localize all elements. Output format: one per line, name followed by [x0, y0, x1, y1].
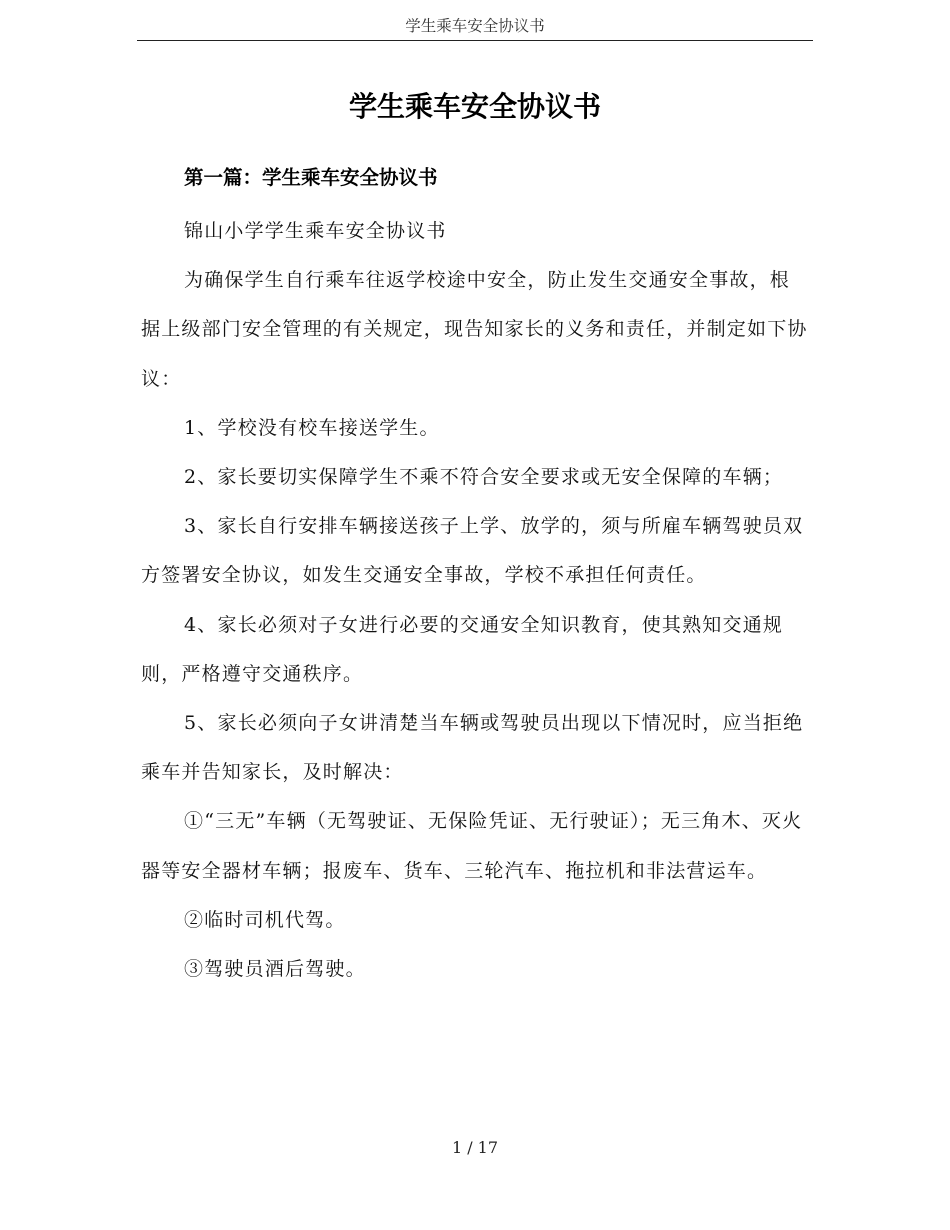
section-heading: 第一篇：学生乘车安全协议书 — [184, 166, 438, 189]
running-header: 学生乘车安全协议书 — [137, 13, 813, 41]
sub-item-1: ①“三无”车辆（无驾驶证、无保险凭证、无行驶证）；无三角木、灭火器等安全器材车辆；报废车、货车、三轮汽车、拖拉机和非法营运车。 — [141, 810, 803, 882]
document-title: 学生乘车安全协议书 — [348, 90, 601, 123]
clause-3: 3、家长自行安排车辆接送孩子上学、放学的，须与所雇车辆驾驶员双方签署安全协议，如发生交通安全事故，学校不承担任何责任。 — [141, 515, 804, 587]
clause-2: 2、家长要切实保障学生不乘不符合安全要求或无安全保障的车辆； — [184, 466, 784, 489]
school-name-line: 锦山小学学生乘车安全协议书 — [184, 220, 447, 242]
clause-5: 5、家长必须向子女讲清楚当车辆或驾驶员出现以下情况时，应当拒绝乘车并告知家长，及时解决： — [141, 712, 804, 784]
document-body — [141, 207, 809, 994]
clause-1: 1、学校没有校车接送学生。 — [184, 416, 440, 439]
clause-4: 4、家长必须对子女进行必要的交通安全知识教育，使其熟知交通规则，严格遵守交通秩序。 — [141, 613, 784, 685]
page-number: 1 / 17 — [451, 1138, 499, 1157]
intro-paragraph: 为确保学生自行乘车往返学校途中安全，防止发生交通安全事故，根据上级部门安全管理的有关规定，现告知家长的义务和责任，并制定如下协议： — [141, 269, 808, 390]
sub-item-3: ③驾驶员酒后驾驶。 — [184, 958, 366, 981]
sub-item-2: ②临时司机代驾。 — [184, 908, 346, 931]
